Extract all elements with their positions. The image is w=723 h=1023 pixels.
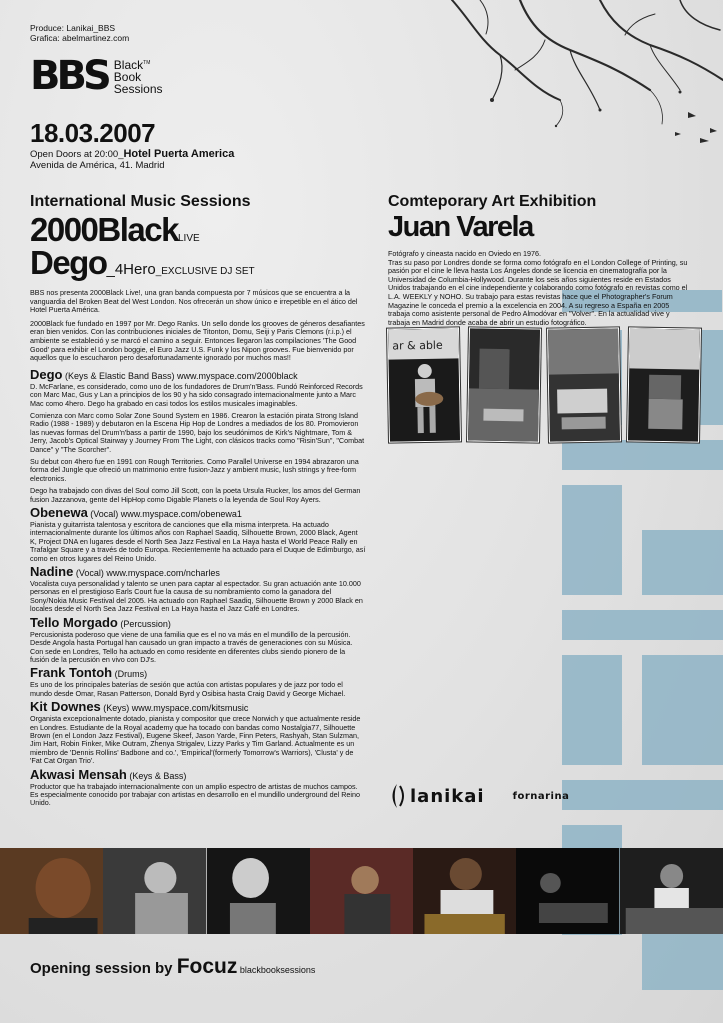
focuz-name: Focuz [176,955,238,978]
act-2000black-name: 2000Black [30,211,178,248]
band-member-heading [30,565,366,580]
lanikai-mark-icon [388,783,406,809]
lanikai-logo [388,783,485,809]
band-member-role: (Vocal) www.myspace.com/ncharles [73,568,220,579]
music-column [30,193,366,810]
band-member-text: Comienza con Marc como Solar Zone Sound System en 1986. Crearon la estación pirata Strong Island Radio (1988 - 1989) y debutaron en la Escena Hip Hop de Londres a mediados de los 80. Promovieron las nuevas formas del Drum'n'bass a partir de 1990, bajo los seudónimos de Kirk's Nightmare, Tom & Jerry, Jacob's Optical Stairway y Journey From The Light, con clásicos tracks como "Risin'Sun", "Combat Dance" y "The Scorcher". [30,410,365,454]
logo-word-black: Black [113,58,144,72]
fornarina-wordmark: fornarina [512,790,570,802]
design-credit: Grafica: abelmartinez.com [30,33,130,43]
producer-credit: Produce: Lanikai_BBS [30,23,116,33]
band-member-heading [30,666,366,681]
band-member-name: Dego [30,366,63,382]
bbs-logo-mark: BBS [30,53,108,99]
logo-word-sessions: Sessions [113,82,163,96]
strip-photo-2 [103,848,206,934]
logo-word-book: Book [113,70,142,84]
band-member-block [30,565,366,614]
band-member-name: Obenewa [30,505,88,521]
logo-tm: TM [143,60,151,66]
band-members [30,368,366,808]
band-member-role: (Keys & Elastic Band Bass) www.myspace.com/2000black [62,370,298,381]
act-2000black-tag: LIVE [177,233,200,244]
art-section-title: Comteporary Art Exhibition [388,193,597,210]
strip-photo-6 [516,848,619,934]
band-member-name: Frank Tontoh [30,665,113,681]
sponsor-logos [388,783,569,809]
band-member-block [30,506,366,563]
event-venue [30,149,234,171]
doors-time: Open Doors at 20:00_ [30,149,124,160]
band-member-block [30,616,366,665]
music-intro-2: 2000Black fue fundado en 1997 por Mr. Dego Ranks. Un sello donde los grooves de géneros desafiantes eran bien venidos. Con las contribuciones iniciales de Titonton, Domu, Seiji y Paris Clemons (r.i.p.) el ambiente se estableció y se marcó el camino a seguir. Entonces llegaron las compilaciones 'The Good Good' para exhibir el London boggie, el Euro Jazz U.S. Funk y los Nipon grooves. Fue bienvenido por aquellos que lo escucharon pero desafortunadamente ignorado por muchos mas!! [30,318,365,363]
footer-tag: blackbooksessions [237,965,316,975]
band-member-role: (Keys) www.myspace.com/kitsmusic [100,703,249,714]
photo-sign-text: ar & able [392,338,443,353]
opening-session-prefix: Opening session by [30,960,177,977]
band-member-name: Tello Morgado [30,614,118,630]
bbs-logo [30,53,163,99]
band-member-text: Productor que ha trabajado internacionalmente con un amplio espectro de artistas de muchos campos. Es especialmente conocido por trabajar con artistas en desarrollo en el mundillo underground del Reino Unido. [30,781,361,808]
band-member-block [30,368,366,408]
act-dego-tag: _EXCLUSIVE DJ SET [155,266,255,277]
music-section-title: International Music Sessions [30,193,251,210]
act-dego [30,246,366,279]
strip-photo-4 [310,848,413,934]
strip-photo-1 [0,848,103,934]
opening-session [30,955,315,979]
band-member-text: Vocalista cuya personalidad y talento se unen para captar al espectador. Su gran actuación ante 10.000 personas en el prestigioso Earls Court fue la causa de su nombramiento como la ganadora del Sony/Nokia Music Festival del 2005. Ha actuado con Raphael Saadiq, Silhouette Brown y 2000 Black en locales desde el North Sea Jazz Festival en La Haya hasta el Jazz Café en Londres. [30,579,363,614]
band-member-text: Su debut con 4hero fue en 1991 con Rough Territories. Como Parallel Universe en 1994 abrazaron una forma del Jungle que ofreció un matrimonio entre fusion-Jazz y ambient music, lush strings y free-form electronics. [30,457,359,483]
band-member-block [30,487,366,504]
act-dego-suffix: _4Hero [106,261,156,278]
bbs-logo-words [114,57,163,95]
band-member-text: Dego ha trabajado con divas del Soul como Jill Scott, con la poeta Ursula Rucker, los amos del German fusion Jazzanova, gente del HipHop como Digable Planets o la leyenda de Soul Roy Ayers. [30,486,361,504]
hotel-name: Hotel Puerta America [123,148,235,160]
band-member-text: Percusionista poderoso que viene de una familia que es el no va más en el mundillo de la percusión. Desde Angola hasta Portugal han causado un gran impacto a través de generaciones con su Música. Con sede en Londres, Tello ha actuado en como residente en diferentes clubs siendo pionero de la fusión de la percusión en vivo con DJ's. [30,629,353,664]
band-member-text: Organista excepcionalmente dotado, pianista y compositor que crece Norwich y que actualmente reside en Londres. Estudiante de la Royal academy que ha tocado con bandas como Nostalgia77, Silhouette Brown (en el London Jazz Festival), Eugene Skeef, Jason Yarde, Finn Peters, Rashyah, Stan Sulzman, Jim Hart, Robin Finker, Mike Outram, Zhenya Strigalev, Lizzy Parks y Tim Garland. Actualmente es un miembro de 'Dennis Rollins' Badbone and co.', 'Empirical'(formerly Tomorrow's Warriors), 'Clusta' y de 'Fat Cat Organ Trio'. [30,714,361,766]
band-member-heading [30,700,366,715]
band-member-name: Akwasi Mensah [30,766,127,782]
band-member-text: D. McFarlane, es considerado, como uno de los fundadores de Drum'n'Bass. Fundó Reinforced Records con Marc Mac, Gus y Lan a principios de los 90 y ha sido consagrado internacionalmente junto a Marc Mac como 4hero. Dego ha grabado en casi todos los estilos musicales imaginables. [30,381,363,408]
band-member-name: Kit Downes [30,699,101,715]
band-member-text: Pianista y guitarrista talentosa y escritora de canciones que ella misma interpreta. Ha actuado internacionalmente durante los últimos años con Raphael Saadiq, Silhouette Brown, 2000 Black, Agent K, Project DNA en lugares desde el North Sea Jazz Festival en La Haya hasta el World Peace Rally en Trafalgar Square y a través de todo Europa. Recientemente ha actuado para el Duque de Edimburgo, así como en otros lugares del Reino Unido. [30,520,366,563]
band-member-heading [30,506,366,521]
band-member-text: Es uno de los principales baterías de sesión que actúa con artistas populares y de jazz por todo el mundo desde Omar, Rasan Patterson, Donald Byrd y Osibisa hasta Craig David y George Michael. [30,680,346,698]
band-member-role: (Percussion) [117,618,171,629]
photo-guitarist [387,327,461,442]
act-2000black [30,213,366,246]
event-date: 18.03.2007 [30,118,156,148]
music-intro-1: BBS nos presenta 2000Black Live!, una gran banda compuesta por 7 músicos que se encuentra a la vanguardia del Broken Beat del West London. Nos ofrecerán un show único e irrepetible en el ático del Hotel Puerta América. [30,288,358,315]
artist-bio-2: Tras su paso por Londres donde se forma como fotógrafo en el London College of Printing, su pasión por el cine le lleva hasta Los Ángeles donde se licencia en cinematografía por la Universidad de Columbia-Hollywood. Durante los seis años siguientes reside en Estados Unidos trabajando en el cine independiente y colaborando como fotógrafo en revistas como el L.A. WEEKLY y NOHO. Su trabajo para estas revistas hace que el Photographer's Forum Magazine le conceda el premio a la excelencia en 2004. A su regreso a España en 2005 trabaja como asistente personal de Pedro Almodóvar en "Volver". En la actualidad vive y trabaja en Madrid donde acaba de abrir un estudio fotográfico. [388,257,688,327]
band-member-block [30,458,366,483]
strip-photo-7 [620,848,723,934]
band-member-heading [30,616,366,631]
photo-street [467,327,541,442]
photo-case [547,327,621,442]
band-member-name: Nadine [30,564,74,580]
credits [30,23,129,43]
band-member-block [30,700,366,765]
band-member-role: (Drums) [112,669,148,680]
band-member-block [30,412,366,454]
band-member-block [30,768,366,808]
band-member-role: (Vocal) www.myspace.com/obenewa1 [87,509,242,520]
art-photos [388,328,700,442]
strip-photo-5 [413,848,516,934]
art-column [388,193,693,332]
band-member-heading [30,368,366,383]
strip-photo-3 [207,848,310,934]
lanikai-wordmark: lanikai [410,785,485,807]
band-member-role: (Keys & Bass) [126,770,187,781]
artist-bio-1: Fotógrafo y cineasta nacido en Oviedo en 1976. [388,249,542,258]
venue-address: Avenida de América, 41. Madrid [30,160,165,171]
band-member-heading [30,768,366,783]
artist-name: Juan Varela [388,211,533,243]
performers-photo-strip [0,848,723,934]
photo-bag [627,327,701,442]
band-member-block [30,666,366,698]
act-dego-name: Dego [30,244,107,281]
